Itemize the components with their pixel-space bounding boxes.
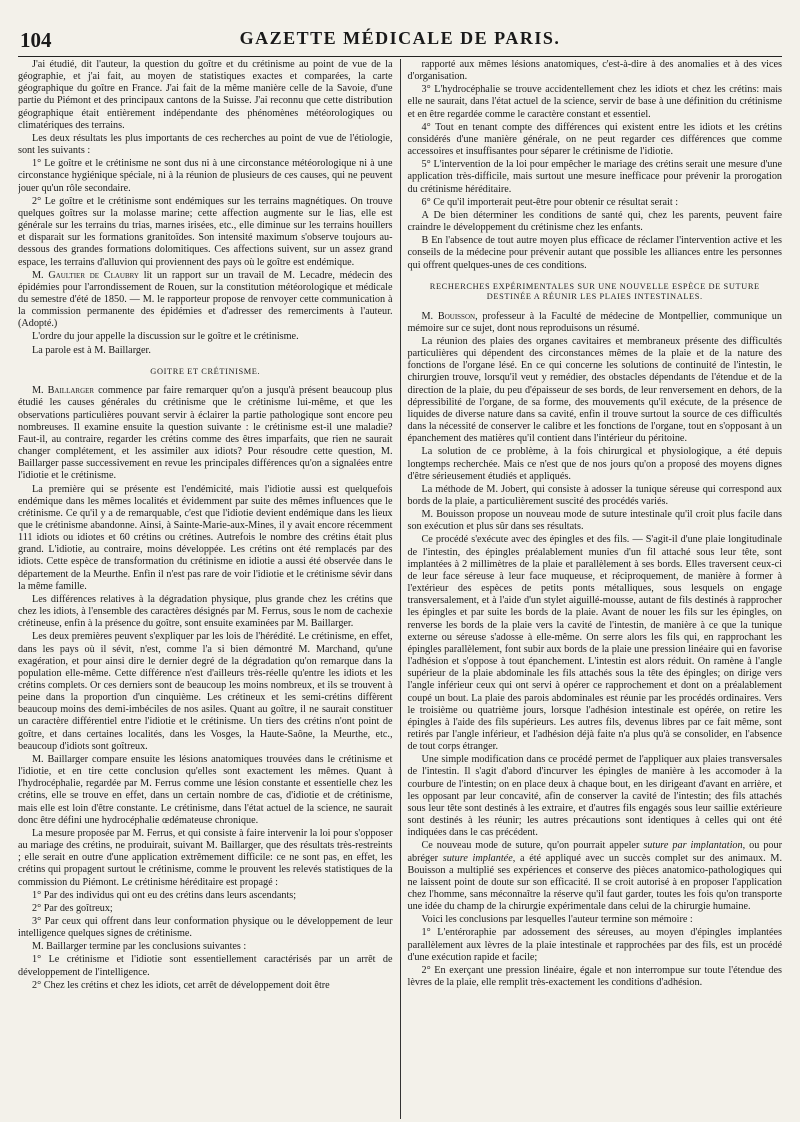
paragraph: La réunion des plaies des organes cavitaires et membraneux présente des difficultés particulières qui dépendent des circonstances mêmes de la plaie et de la nature des fonctions de l'organe lésé. En ce qui concerne les solutions de continuité de l'intestin, le chirurgien trouve, lorsqu'il veut y remédier, des obstacles dépendants de l'étendue et de la direction de la plaie, du peu d'épaisseur de ses bords, de leur renversement en dehors, de la dépressibilité de l'organe, de sa forme, des mouvements qu'il exécute, de la présence de liquides de diverse nature dans sa cavité, enfin il trouve surtout la source de ces difficultés dans la nécessité de conserver le calibre et les fonctions de l'organe, tout en s'opposant à un épanchement des matières qu'il contient dans l'intérieur du péritoine. — [407, 335, 783, 445]
paragraph: 6° Ce qu'il importerait peut-être pour obtenir ce résultat serait : — [421, 196, 679, 208]
page-number: 104 — [20, 28, 52, 52]
speaker-name: M. Baillarger — [32, 385, 95, 397]
text-columns — [18, 59, 782, 1119]
paragraph: 1° L'entéroraphie par adossement des séreuses, au moyen d'épingles implantées parallèlement aux lèvres de la plaie intestinale et rapprochées par des fils, est un procédé d'une exécution rapide et facile; — [407, 927, 783, 963]
paragraph — [18, 270, 393, 331]
paragraph: 2° En exerçant une pression linéaire, égale et non interrompue sur toute l'étendue des lèvres de la plaie, elle remplit très-exactement les conditions d'adhésion. — [407, 964, 783, 989]
paragraph: M. Baillarger compare ensuite les lésions anatomiques trouvées dans le crétinisme et l'idiotie, et en tire cette conclusion qu'elles sont exactement les mêmes. Quant à l'hydrocéphalie, regardée par M. Ferrus comme une lésion constante et essentielle chez les crétins, elle se trouve en effet, dans un certain nombre de cas, d'idiotie et de crétinisme, mais elle est loin d'être constante. Le crétinisme, dans l'état actuel de la science, ne saurait donc être défini une hydrocéphalie œdémateuse chronique. — [18, 753, 393, 826]
italic-term: suture implantée — [442, 852, 513, 864]
running-title: GAZETTE MÉDICALE DE PARIS. — [239, 28, 561, 48]
paragraph — [408, 311, 783, 335]
paragraph: M. Bouisson propose un nouveau mode de suture intestinale qu'il croit plus facile dans son exécution et plus sûr dans ses résultats. — [407, 509, 783, 533]
paragraph: 1° Le crétinisme et l'idiotie sont essentiellement caractérisés par un arrêt de développement de l'intelligence. — [18, 954, 393, 978]
paragraph: Les différences relatives à la dégradation physique, plus grande chez les crétins que chez les idiots, à l'ensemble des caractères désignés par M. Ferrus, sous le nom de cachexie crétineuse, enfin à la présence du goître, sont ensuite examinées par M. Baillarger. — [18, 593, 393, 630]
paragraph: M. Baillarger termine par les conclusions suivantes : — [32, 941, 247, 953]
paragraph: La parole est à M. Baillarger. — [32, 344, 151, 356]
paragraph-text: lit un rapport sur un travail de M. Lecadre, médecin des épidémies pour l'arrondissement de Rouen, sur la constitution météorologique et médicale du semestre d'été de 1850. — M. le rapporteur propose de renvoyer cette communication à la commission permanente des épidémies et d'adresser des remerciments à l'auteur. (Adopté.) — [18, 269, 393, 330]
paragraph — [18, 385, 393, 482]
right-column — [401, 59, 783, 1119]
paragraph: rapporté aux mêmes lésions anatomiques, c'est-à-dire à des anomalies et à des vices d'organisation. — [407, 59, 783, 83]
paragraph: Une simple modification dans ce procédé permet de l'appliquer aux plaies transversales de l'intestin. Il s'agit d'abord d'incurver les épingles de manière à les accomoder à la courbure de l'intestin; on en place deux à chaque bout, en les dirigeant d'avant en arrière, et les opposant par leur concavité, afin de conserver la cavité de l'intestin; des fils attachés sous leur tête sont destinés à les extraire, et d'autres fils engagés sous leur saillie extérieure sont destinés à les réunir; les autres précautions sont identiques à celles qui ont été indiquées dans le cas précédent. — [407, 754, 783, 839]
paragraph: 2° Chez les crétins et chez les idiots, cet arrêt de développement doit être — [32, 979, 330, 991]
paragraph: Les deux premières peuvent s'expliquer par les lois de l'hérédité. Le crétinisme, en effet, dans les pays où il sévit, n'est, comme l'a si bien démontré M. Marchand, qu'une exagération, et pour ainsi dire le dernier degré de la dégradation qu'on remarque dans la population elle-même. Cette différence n'est d'ailleurs très-réelle qu'entre les idiots et les crétins complets. Or ces derniers sont de beaucoup les moins nombreux, et ils se trouvent à peine dans la proportion d'un cinquième. Les crétineux et les semi-crétins diffèrent beaucoup moins des demi-imbéciles de nos asiles. Quant au goître, il ne saurait constituer un caractère différentiel entre l'idiotie et le crétinisme. Un tiers des crétins n'ont point de goître, et dans certaines localités, dans les Vosges, la Haute-Saône, la Meurthe, etc., beaucoup d'idiots sont goîtreux. — [18, 631, 393, 752]
paragraph: Ce nouveau mode de suture, qu'on pourrait appeler suture par implantation, ou pour abréger suture implantée, a été appliqué avec un succès complet sur des animaux. M. Bouisson a multiplié ses expériences et conserve des pièces anatomico-pathologiques qui ne laissent point de doute sur son efficacité. Il se croit autorisé à en proposer l'application chez l'homme, sans méconnaître la réserve qu'il faut garder, toutes les fois qu'on transporte une idée du champ de la chirurgie expérimentale dans celui de la chirurgie humaine. — [407, 840, 783, 913]
paragraph: 3° Par ceux qui offrent dans leur conformation physique ou le développement de leur intelligence quelques signes de crétinisme. — [18, 915, 393, 940]
paragraph: 1° Le goître et le crétinisme ne sont dus ni à une circonstance météorologique ni à une circonstance hygiénique spéciale, ni à la réunion de plusieurs de ces causes, qui ne peuvent jouer qu'un rôle secondaire. — [18, 158, 393, 194]
paragraph-text: commence par faire remarquer qu'on a jusqu'à présent beaucoup plus étudié les causes générales du crétinisme que le crétinisme lui-même, et que les observations particulières pouvant servir à éclairer la partie pathologique sont encore peu nombreuses. Il examine ensuite la question suivante : le crétinisme est-il une maladie? Faut-il, au contraire, regarder les crétins comme des êtres imparfaits, que rien ne saurait changer complétement, et les assimiler aux idiots? Pour résoudre cette question, M. Baillarger passe successivement en revue les principales différences qu'on a signalées entre l'idiotie et le crétinisme. — [18, 385, 393, 482]
paragraph: 4° Tout en tenant compte des différences qui existent entre les idiots et les crétins considérés d'une manière générale, on ne peut regarder ces différences que comme accessoires et insuffisantes pour séparer le crétinisme de l'idiotie. — [407, 121, 783, 158]
paragraph: A De bien déterminer les conditions de santé qui, chez les parents, peuvent faire craindre le développement du crétinisme chez les enfants. — [407, 209, 783, 234]
paragraph: L'ordre du jour appelle la discussion sur le goître et le crétinisme. — [32, 331, 299, 343]
paragraph: La solution de ce problème, à la fois chirurgical et physiologique, a été depuis longtemps recherchée. Mais ce n'est que de nos jours qu'on a proposé des moyens dignes d'être sérieusement étudiés et appliqués. — [407, 446, 783, 482]
paragraph: La méthode de M. Jobert, qui consiste à adosser la tunique séreuse qui correspond aux bords de la plaie, a particulièrement suscité des procédés variés. — [407, 483, 783, 507]
paragraph: 2° Par des goîtreux; — [32, 902, 113, 914]
paragraph: B En l'absence de tout autre moyen plus efficace de réclamer l'intervention active et les conseils de la médecine pour prévenir autant que possible les alliances entre les personnes qui offrent quelques-unes de ces conditions. — [407, 235, 783, 271]
paragraph: J'ai étudié, dit l'auteur, la question du goître et du crétinisme au point de vue de la géographie, et j'ai fait, au moyen de statistiques exactes et comparées, la carte géographique du goître en France. J'ai fait de la même manière celle de la Savoie, d'une partie du Piémont et des principaux cantons de la Suisse. J'ai reconnu que cette distribution géographique était entièrement indépendante des phénomènes météorologiques ou climatériques des terrains. — [18, 59, 393, 131]
paragraph: La première qui se présente est l'endémicité, mais l'idiotie aussi est quelquefois endémique dans les mêmes localités et évidemment par suite des mêmes influences que le crétinisme. Ce qu'il y a de remarquable, c'est que l'idiotie devient endémique dans les lieux que le crétinisme abandonne. Ainsi, à Sainte-Marie-aux-Mines, il y avait encore récemment 111 idiots ou idiotes et 60 crétins ou crétines. Autrefois le nombre des crétins était plus grand. L'idiotie, au contraire, moins développée. Les crétins ont été remplacés par des idiots. Cette espèce de transformation du crétinisme en idiotie a aussi été observée dans le département de la Meurthe. Enfin il n'est pas rare de voir l'idiotie et le crétinisme sévir dans la même famille. — [18, 483, 393, 592]
page-header — [18, 22, 782, 57]
left-column — [18, 59, 400, 1119]
paragraph: 2° Le goître et le crétinisme sont endémiques sur les terrains magnétiques. On trouve quelques goîtres sur la molasse marine; cette affection augmente sur le lias, elle est générale sur les terrains du trias, marnes irisées, etc., elle diminue sur les terrains houillers et disparait sur les formations granitoïdes. Son intensité maximum s'observe toujours au-dessous des grandes formations dolomitiques. Ces affections suivent, sur un assez grand espace, les terrains d'alluvion qui proviennent des pays où le goître est endémique. — [18, 195, 393, 268]
paragraph: Voici les conclusions par lesquelles l'auteur termine son mémoire : — [421, 914, 693, 926]
paragraph: La mesure proposée par M. Ferrus, et qui consiste à faire intervenir la loi pour s'opposer au mariage des crétins, ne produirait, suivant M. Baillarger, que des résultats très-restreints ; elle serait en outre d'une application extrêmement difficile: ce ne sont pas, en effet, les crétins qui propagent surtout le crétinisme, comme le prouvent les relevés statistiques de la commission du Piémont. Le crétinisme héréditaire est propagé : — [18, 827, 393, 888]
paragraph: 1° Par des individus qui ont eu des crétins dans leurs ascendants; — [32, 889, 297, 901]
section-title: RECHERCHES EXPÉRIMENTALES SUR UNE NOUVELLE ESPÈCE DE SUTURE DESTINÉE A RÉUNIR LES PLAIES INTESTINALES. — [429, 281, 760, 302]
author-name: M. Bouisson — [421, 310, 476, 322]
paragraph-text: , professeur à la Faculté de médecine de Montpellier, communique un mémoire sur ce sujet, dont nous reproduisons un résumé. — [407, 310, 782, 334]
speaker-name: M. Gaultier de Claubry — [32, 269, 139, 281]
italic-term: suture par implantation — [643, 840, 743, 852]
paragraph: Les deux résultats les plus importants de ces recherches au point de vue de l'étiologie, sont les suivants : — [18, 132, 393, 157]
paragraph: 5° L'intervention de la loi pour empêcher le mariage des crétins serait une mesure d'une application très-difficile, mais surtout une mesure inefficace pour prévenir la prorogation du crétinisme héréditaire. — [407, 159, 783, 195]
section-title: GOITRE ET CRÉTINISME. — [150, 366, 261, 376]
paragraph: Ce procédé s'exécute avec des épingles et des fils. — S'agit-il d'une plaie longitudinale de l'intestin, des épingles préalablement munies d'un fil attaché sous leur tête, sont implantées à 2 millimètres de la plaie et parallèlement à ses bords. Elles traversent ceux-ci de leur face séreuse à leur face muqueuse, et réciproquement, de manière à former à l'extérieur des espèces de petits ponts métalliques, sous lesquels on engage transversalement, et à l'aide d'un stylet aiguillé-mousse, autant de fils destinés à rapprocher les épingles et par suite les bords de la plaie. Avant de nouer les fils sur les épingles, on renverse les bords de la plaie vers la cavité de l'intestin, de manière à ce que la tunique externe ou séreuse s'adosse à elle-même. On serre alors les fils qui, en rapprochant les épingles parallèlement, font subir aux bords de la plaie une pression linéaire qui en favorise l'adhésion et s'oppose à tout épanchement. L'intestin est alors réduit. On ramène à l'angle supérieur de la plaie abdominale les fils attachés sous la tête des épingles; on dirige vers l'angle inférieur ceux qui ont servi à opérer ce rapprochement et dont on a préalablement coupé un bout. La plaie des parois abdominales est réunie par les procédés ordinaires. Vers le troisième ou quatrième jours, lorsque l'adhésion intestinale est opérée, on retire les épingles à l'aide des fils supérieurs. Les autres fils, devenus libres par ce fait même, sont retirés par l'angle inférieur, et l'adhésion déjà faite n'a plus qu'à se consolider, en l'absence de tout corps étranger. — [407, 534, 783, 753]
paragraph: 3° L'hydrocéphalie se trouve accidentellement chez les idiots et chez les crétins: mais elle ne saurait, dans l'état actuel de la science, servir de base à une définition du crétinisme et en être regardée comme le caractère constant et essentiel. — [407, 84, 783, 120]
